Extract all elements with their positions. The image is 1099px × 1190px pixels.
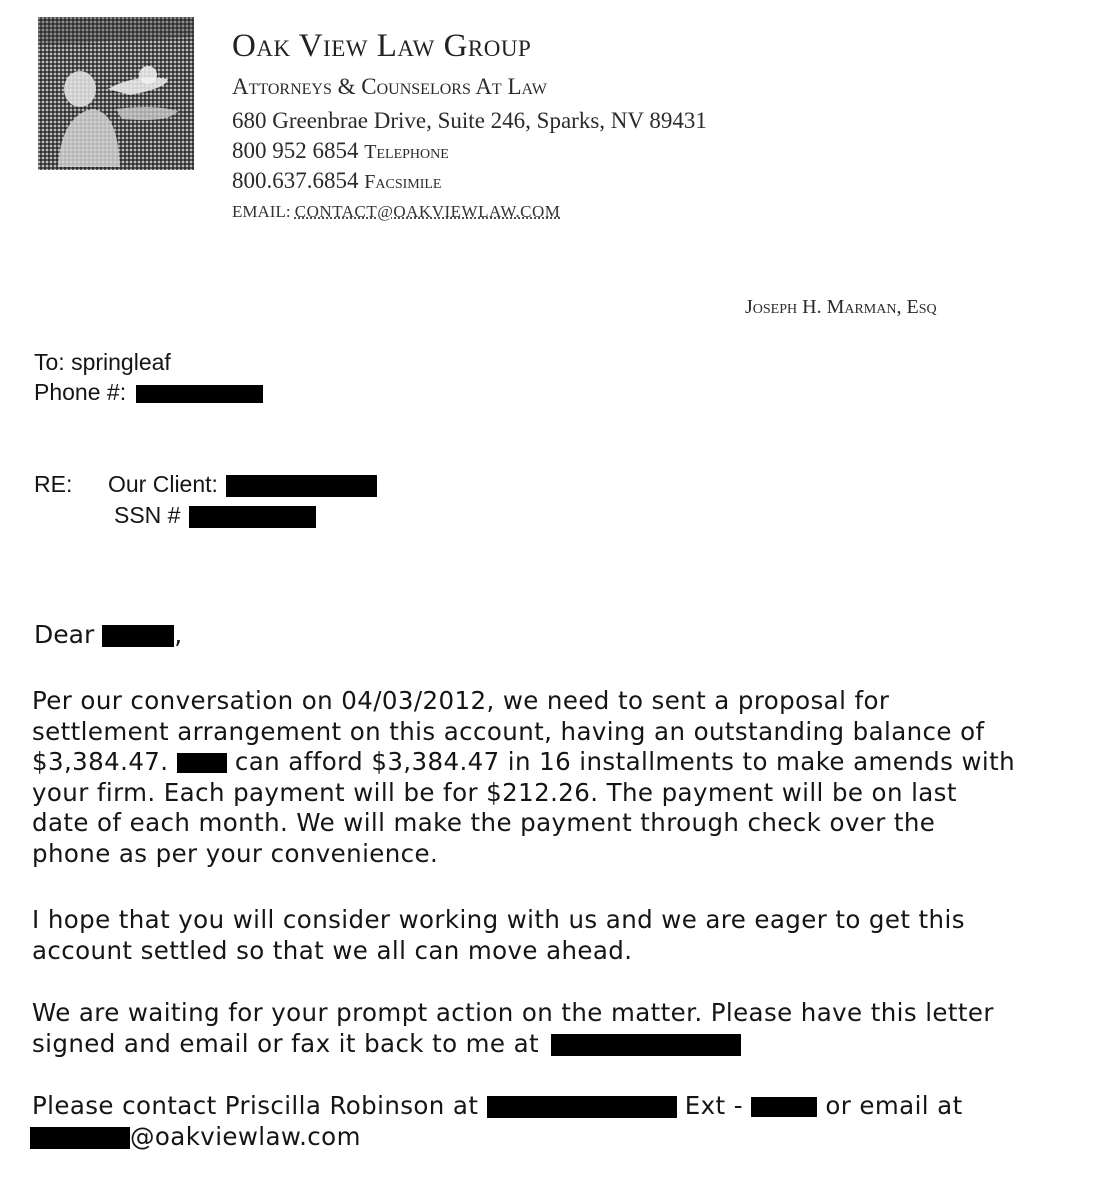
firm-name: Oak View Law Group — [232, 28, 532, 64]
firm-fax — [232, 168, 441, 194]
firm-tagline: Attorneys & Counselors At Law — [232, 74, 547, 99]
client-label: Our Client: — [108, 471, 218, 497]
firm-email — [232, 202, 560, 222]
firm-logo — [38, 17, 194, 170]
p4-line-1 — [32, 1091, 963, 1122]
p4-email-text: or email at — [825, 1091, 963, 1120]
recipient-phone-line — [34, 379, 263, 406]
to-label: To: — [34, 349, 65, 375]
p4-email-domain: @oakviewlaw.com — [130, 1121, 361, 1151]
telephone-label: Telephone — [364, 141, 449, 163]
redacted-contact-fax — [551, 1034, 741, 1056]
p1-line-1: Per our conversation on 04/03/2012, we need to sent a proposal for — [32, 686, 890, 715]
firm-telephone — [232, 138, 449, 164]
p4-ext-label: Ext - — [684, 1091, 743, 1120]
redacted-extension — [751, 1097, 817, 1117]
p1-line-3-amount: $3,384.47. — [32, 747, 169, 776]
halftone-figure-logo-icon — [38, 17, 194, 170]
re-label: RE: — [34, 471, 73, 497]
email-label: EMAIL: — [232, 202, 291, 221]
redacted-phone — [136, 385, 263, 403]
p1-line-3-rest: can afford $3,384.47 in 16 installments to make amends with — [234, 747, 1016, 776]
redacted-email-user — [30, 1127, 130, 1149]
body-paragraph-2 — [32, 905, 965, 966]
redacted-client-short — [177, 753, 227, 773]
salutation-punct: , — [174, 620, 183, 649]
p1-line-2: settlement arrangement on this account, having an outstanding balance of — [32, 716, 985, 746]
p3-line-1: We are waiting for your prompt action on the matter. Please have this letter — [32, 998, 994, 1027]
redacted-client-name — [226, 475, 377, 497]
body-paragraph-3 — [32, 998, 994, 1059]
to-value: springleaf — [71, 349, 171, 375]
p4-line-2 — [32, 1122, 963, 1153]
p3-line-2 — [32, 1029, 994, 1060]
fax-number: 800.637.6854 — [232, 168, 359, 193]
redacted-contact-phone — [487, 1096, 677, 1118]
salutation-greeting: Dear — [34, 620, 95, 649]
p1-line-5: date of each month. We will make the payment through check over the — [32, 808, 936, 837]
attorney-name: Joseph H. Marman, Esq — [745, 296, 937, 318]
telephone-number: 800 952 6854 — [232, 138, 359, 163]
p2-line-1: I hope that you will consider working with us and we are eager to get this — [32, 905, 965, 934]
p1-line-4: your firm. Each payment will be for $212.26. The payment will be on last — [32, 777, 957, 807]
p3-line-2-text: signed and email or fax it back to me at — [32, 1028, 540, 1058]
p1-line-3 — [32, 747, 1015, 778]
ssn-line — [114, 502, 316, 529]
body-paragraph-1 — [32, 686, 1015, 869]
p2-line-2: account settled so that we all can move ahead. — [32, 935, 633, 965]
firm-address: 680 Greenbrae Drive, Suite 246, Sparks, NV 89431 — [232, 108, 707, 133]
fax-label: Facsimile — [364, 171, 442, 193]
body-paragraph-4 — [32, 1091, 963, 1152]
email-link[interactable]: CONTACT@OAKVIEWLAW.COM — [294, 202, 561, 221]
redacted-ssn — [189, 506, 316, 528]
phone-label: Phone #: — [34, 379, 127, 405]
salutation — [34, 620, 182, 649]
ssn-label: SSN # — [114, 502, 181, 528]
redacted-recipient-name — [102, 625, 174, 647]
client-line — [108, 471, 377, 498]
p1-line-6: phone as per your convenience. — [32, 838, 439, 868]
p4-contact-text: Please contact Priscilla Robinson at — [32, 1091, 479, 1120]
to-line — [34, 349, 171, 376]
